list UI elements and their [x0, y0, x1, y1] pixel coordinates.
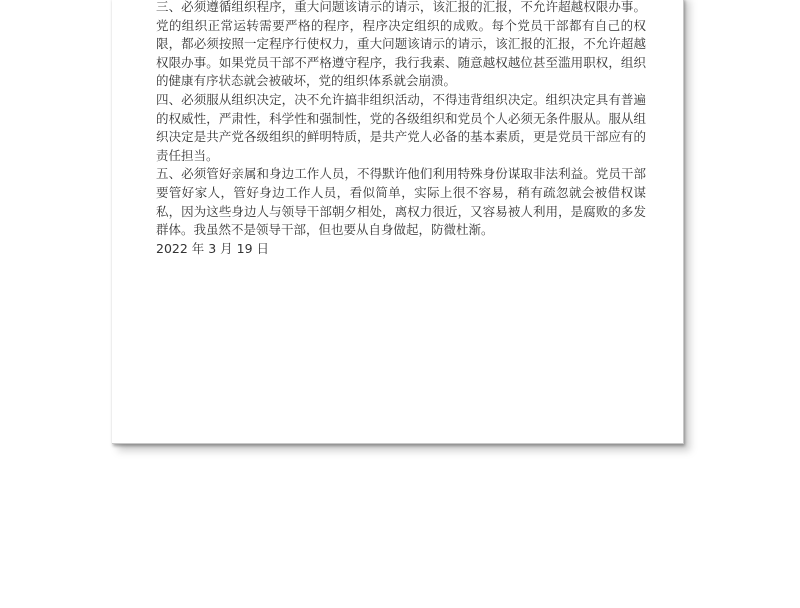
paragraph-3: 三、必须遵循组织程序，重大问题该请示的请示，该汇报的汇报，不允许超越权限办事。党的组织正常运转需要严格的程序，程序决定组织的成败。每个党员干部都有自己的权限，都必须按照一定程序行使权力，重大问题该请示的请示，该汇报的汇报，不允许超越权限办事。如果党员干部不严格遵守程序，我行我素、随意越权越位甚至滥用职权，组织的健康有序状态就会被破坏，党的组织体系就会崩溃。: [156, 0, 646, 89]
paragraph-5: 五、必须管好亲属和身边工作人员，不得默许他们利用特殊身份谋取非法利益。党员干部要管好家人，管好身边工作人员，看似简单，实际上很不容易，稍有疏忽就会被借权谋私，因为这些身边人与领导干部朝夕相处，离权力很近，又容易被人利用，是腐败的多发群体。我虽然不是领导干部，但也要从自身做起，防微杜渐。: [156, 166, 646, 238]
paragraph-4: 四、必须服从组织决定，决不允许搞非组织活动，不得违背组织决定。组织决定具有普遍的权威性，严肃性，科学性和强制性，党的各级组织和党员个人必须无条件服从。服从组织决定是共产党各级组织的鲜明特质，是共产党人必备的基本素质，更是党员干部应有的责任担当。: [156, 91, 646, 163]
document-page: [112, 0, 684, 444]
document-body: [156, 0, 646, 258]
document-date: 2022 年 3 月 19 日: [156, 240, 270, 256]
